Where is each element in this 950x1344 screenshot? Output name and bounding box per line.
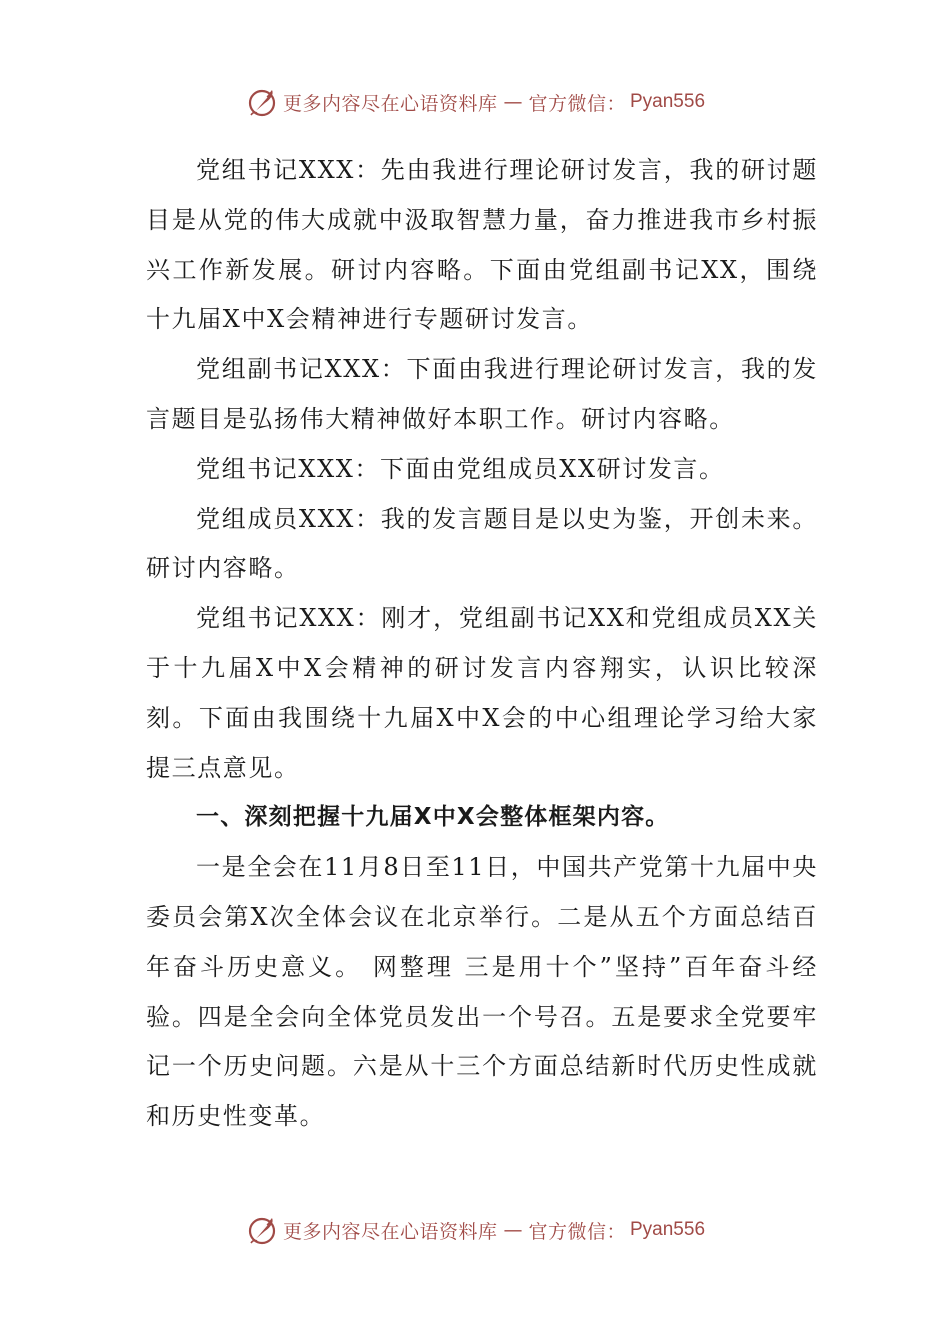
quill-logo-icon <box>245 1213 279 1247</box>
banner-wechat-label: 官方微信： <box>528 1220 626 1243</box>
banner-separator: — <box>503 91 523 113</box>
paragraph-6: 一是全会在11月8日至11日，中国共产党第十九届中央委员会第X次全体会议在北京举行。二是从五个方面总结百年奋斗历史意义。 网整理 三是用十个”坚持”百年奋斗经验。四是全会向全体党员发出一个号召。五是要求全党要牢记一个历史问题。六是从十三个方面总结新时代历史性成就和历史性变革。 <box>146 853 818 1131</box>
paragraph-4: 党组成员XXX：我的发言题目是以史为鉴，开创未来。研讨内容略。 <box>146 504 818 583</box>
paragraph-3: 党组书记XXX：下面由党组成员XX研讨发言。 <box>196 454 725 483</box>
section-heading: 一、深刻把握十九届X中X会整体框架内容。 <box>196 804 670 831</box>
paragraph-5: 党组书记XXX：刚才，党组副书记XX和党组成员XX关于十九届X中X会精神的研讨发言内容翔实，认识比较深刻。下面由我围绕十九届X中X会的中心组理论学习给大家提三点意见。 <box>146 604 818 782</box>
banner-wechat-label: 官方微信： <box>528 92 626 115</box>
header-banner <box>0 82 950 122</box>
header-banner-content <box>245 85 705 119</box>
document-body <box>146 146 818 1142</box>
footer-banner <box>0 1210 950 1250</box>
banner-wechat-id: Pyan556 <box>630 91 706 112</box>
banner-wechat-id: Pyan556 <box>630 1219 706 1240</box>
paragraph-2: 党组副书记XXX：下面由我进行理论研讨发言，我的发言题目是弘扬伟大精神做好本职工作。研讨内容略。 <box>146 355 818 433</box>
paragraph-1: 党组书记XXX：先由我进行理论研讨发言，我的研讨题目是从党的伟大成就中汲取智慧力量，奋力推进我市乡村振兴工作新发展。研讨内容略。下面由党组副书记XX，围绕十九届X中X会精神进行专题研讨发言。 <box>146 156 818 334</box>
quill-logo-icon <box>245 85 279 119</box>
footer-banner-content <box>245 1213 705 1247</box>
banner-slogan: 更多内容尽在心语资料库 <box>282 1220 498 1243</box>
banner-slogan: 更多内容尽在心语资料库 <box>282 92 498 115</box>
banner-separator: — <box>503 1219 523 1241</box>
